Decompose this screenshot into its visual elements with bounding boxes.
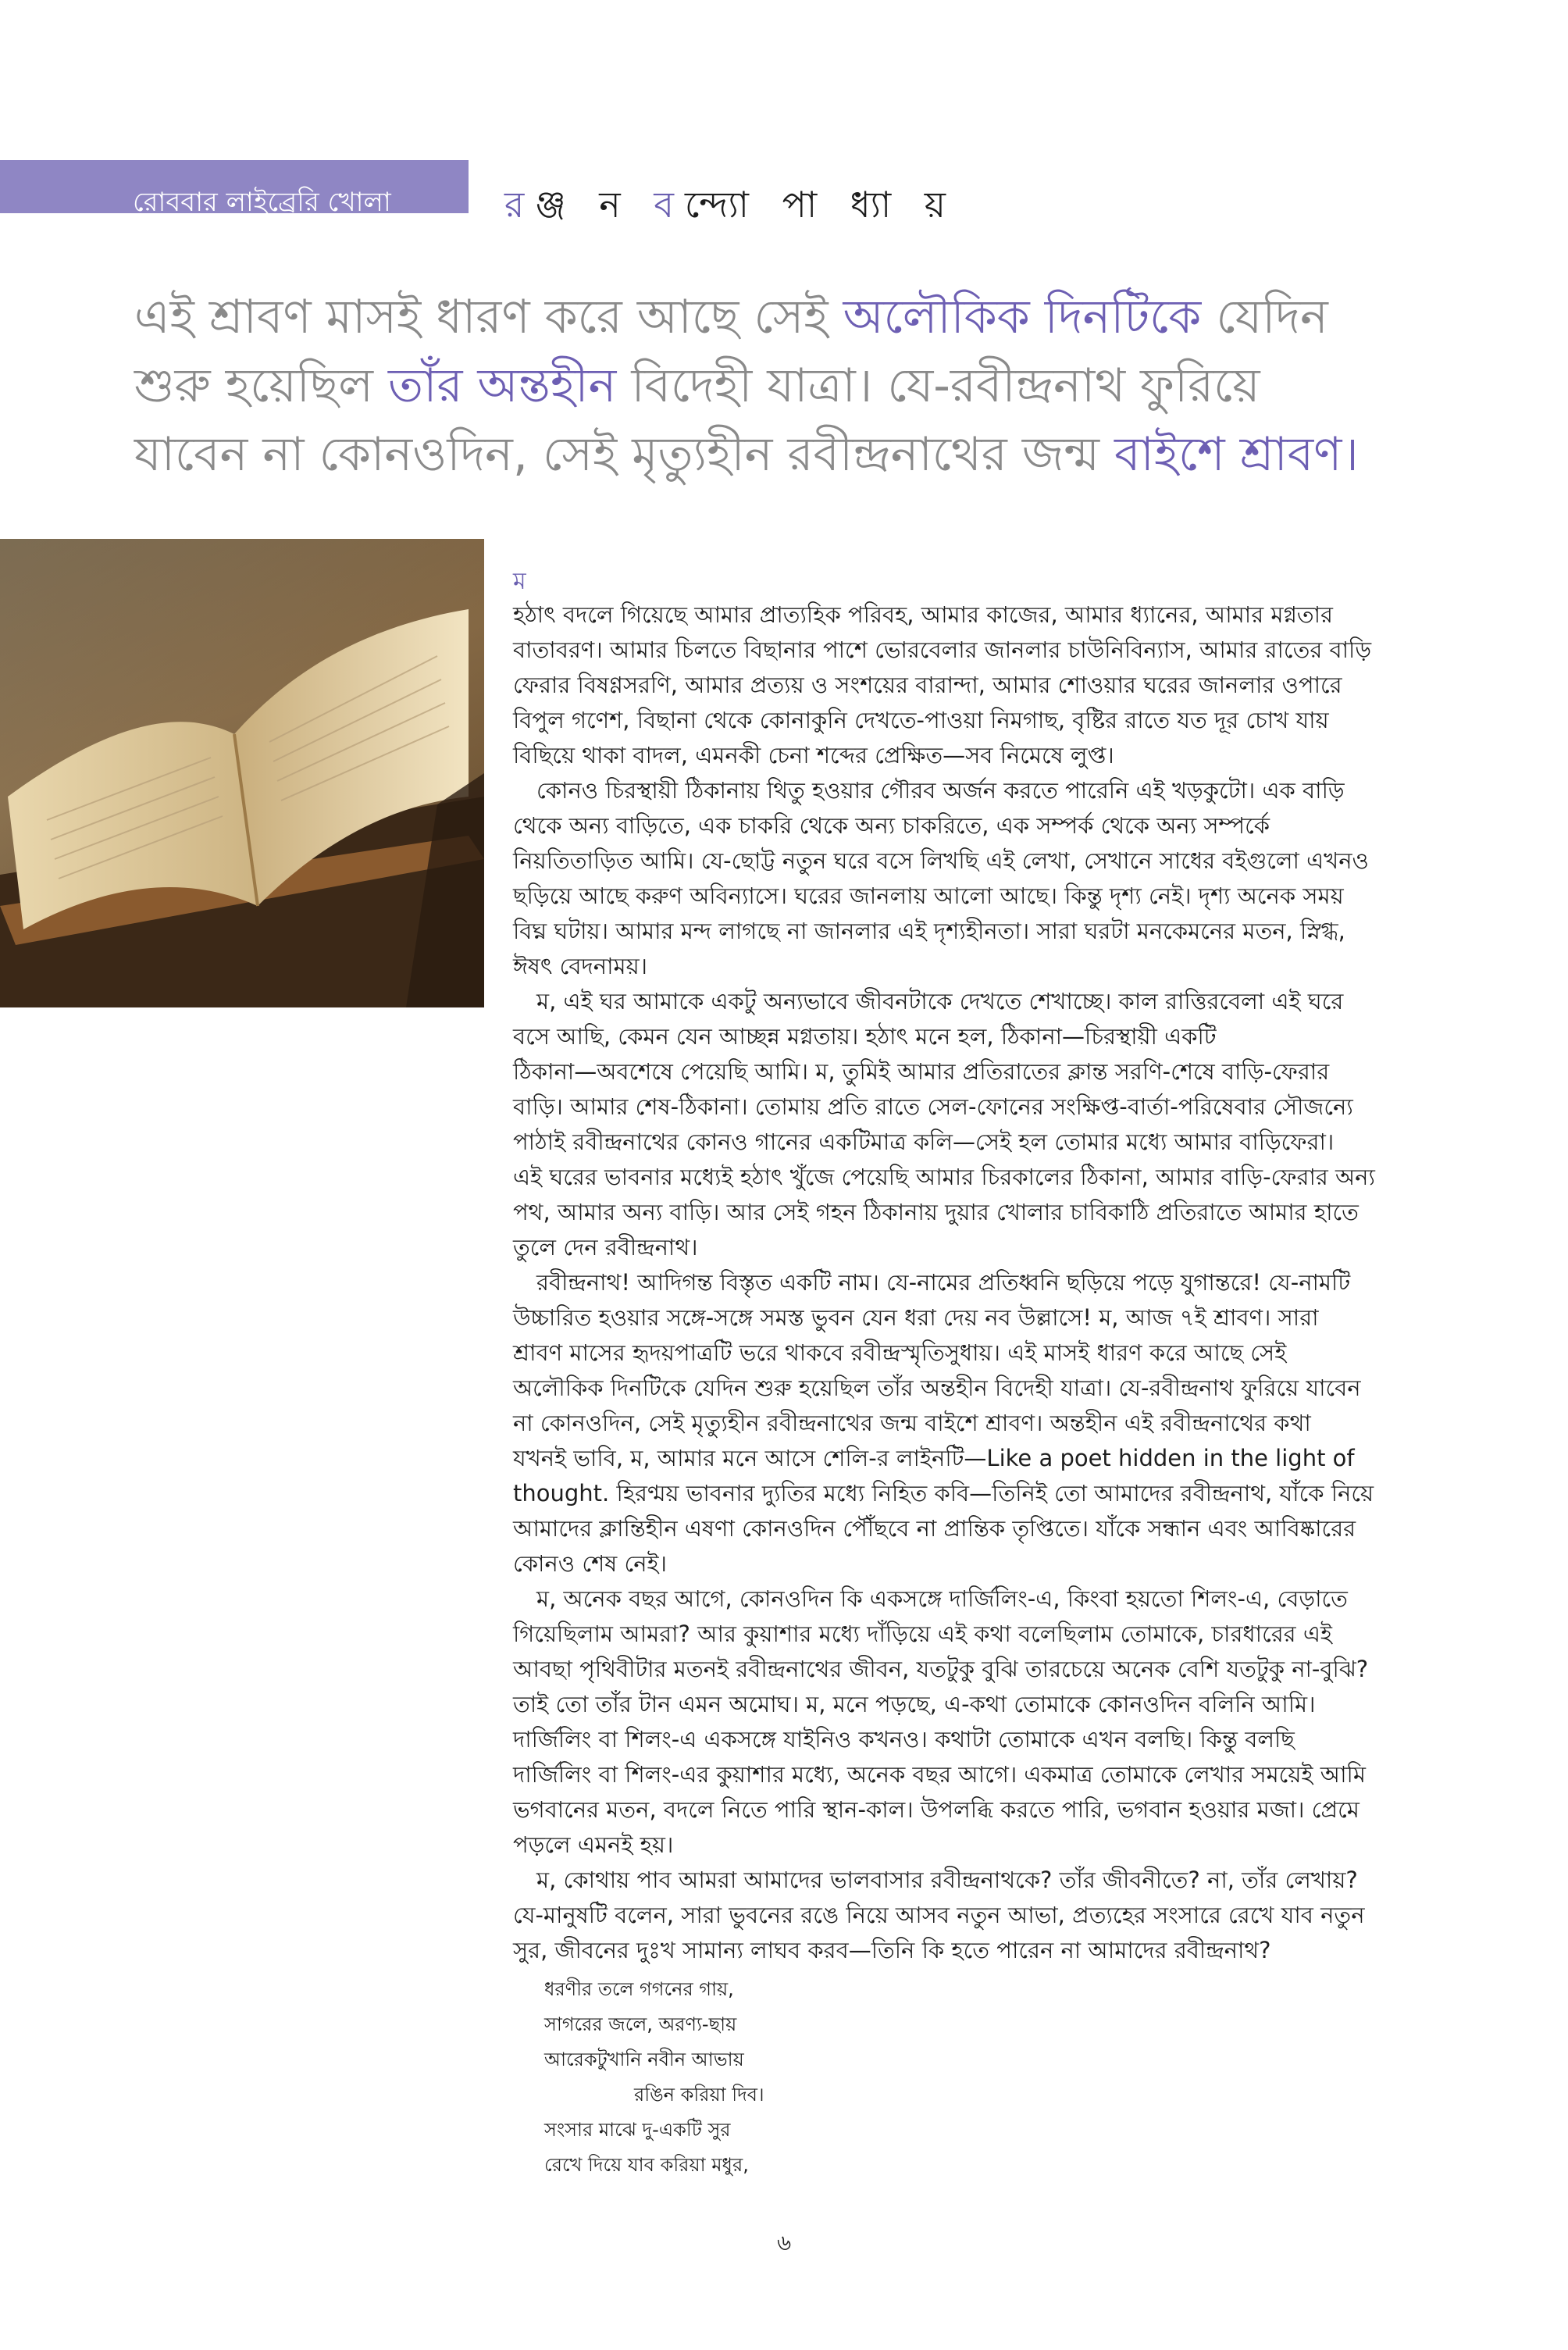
author-first-rest: ঞ্জ ন xyxy=(535,184,632,226)
body-line: বাড়ি। আমার শেষ-ঠিকানা। তোমায় প্রতি রাতে সেল-ফোনের সংক্ষিপ্ত-বার্তা-পরিষেবার সৌজন্যে xyxy=(513,1093,1353,1120)
body-line: ঠিকানা—অবশেষে পেয়েছি আমি। ম, তুমিই আমার প্রতিরাতের ক্লান্ত সরণি-শেষে বাড়ি-ফেরার xyxy=(513,1058,1330,1085)
body-line: তাই তো তাঁর টান এমন অমোঘ। ম, মনে পড়ছে, এ-কথা তোমাকে কোনওদিন বলিনি আমি। xyxy=(513,1691,1316,1717)
body-line: পথ, আমার অন্য বাড়ি। আর সেই গহন ঠিকানায় দুয়ার খোলার চাবিকাঠি প্রতিরাতে আমার হাতে xyxy=(513,1199,1359,1225)
poem-quote xyxy=(544,1972,764,2183)
open-book-image xyxy=(0,539,484,1007)
series-title: রোববার লাইব্রেরি খোলা xyxy=(133,187,391,218)
body-line: গিয়েছিলাম আমরা? আর কুয়াশার মধ্যে দাঁড়িয়ে এই কথা বলেছিলাম তোমাকে, চারধারের এই xyxy=(513,1621,1332,1647)
body-line: ঈষৎ বেদনাময়। xyxy=(513,953,648,979)
poem-line: ধরণীর তলে গগনের গায়, xyxy=(544,1978,734,2000)
lead-text: শুরু হয়েছিল xyxy=(134,358,373,413)
body-line: অলৌকিক দিনটিকে যেদিন শুরু হয়েছিল তাঁর অন্তহীন বিদেহী যাত্রা। যে-রবীন্দ্রনাথ ফুরিয়ে যাবেন xyxy=(513,1375,1361,1401)
body-line: বসে আছি, কেমন যেন আচ্ছন্ন মগ্নতায়। হঠাৎ মনে হল, ঠিকানা—চিরস্থায়ী একটি xyxy=(513,1023,1217,1050)
body-line: যে-মানুষটি বলেন, সারা ভুবনের রঙে নিয়ে আসব নতুন আভা, প্রত্যহের সংসারে রেখে যাব নতুন xyxy=(513,1902,1365,1928)
poem-line: আরেকটুখানি নবীন আভায় xyxy=(544,2049,744,2070)
body-line: শ্রাবণ মাসের হৃদয়পাত্রটি ভরে থাকবে রবীন্দ্রস্মৃতিসুধায়। এই মাসই ধারণ করে আছে সেই xyxy=(513,1339,1287,1366)
author-last-initial: ব xyxy=(654,184,685,226)
body-line: ফেরার বিষণ্ণসরণি, আমার প্রত্যয় ও সংশয়ের বারান্দা, আমার শোওয়ার ঘরের জানলার ওপারে xyxy=(513,672,1342,698)
lead-highlight: তাঁর অন্তহীন xyxy=(388,358,617,413)
body-line: বিছিয়ে থাকা বাদল, এমনকী চেনা শব্দের প্রেক্ষিত—সব নিমেষে লুপ্ত। xyxy=(513,742,1114,768)
body-line: না কোনওদিন, সেই মৃত্যুহীন রবীন্দ্রনাথের জন্ম বাইশে শ্রাবণ। অন্তহীন এই রবীন্দ্রনাথের কথা xyxy=(513,1410,1311,1436)
body-line: এই ঘরের ভাবনার মধ্যেই হঠাৎ খুঁজে পেয়েছি আমার চিরকালের ঠিকানা, আমার বাড়ি-ফেরার অন্য xyxy=(513,1164,1375,1190)
body-line: কোনও চিরস্থায়ী ঠিকানায় থিতু হওয়ার গৌরব অর্জন করতে পারেনি এই খড়কুটো। এক বাড়ি xyxy=(536,777,1345,804)
body-line: ছড়িয়ে আছে করুণ অবিন্যাসে। ঘরের জানলায় আলো আছে। কিন্তু দৃশ্য নেই। দৃশ্য অনেক সময় xyxy=(513,883,1344,909)
body-line: দার্জিলিং বা শিলং-এর কুয়াশার মধ্যে, অনেক বছর আগে। একমাত্র তোমাকে লেখার সময়েই আমি xyxy=(513,1761,1366,1788)
body-line: বিঘ্ন ঘটায়। আমার মন্দ লাগছে না জানলার এই দৃশ্যহীনতা। সারা ঘরটা মনকেমনের মতন, স্নিগ্ধ, xyxy=(513,918,1345,944)
author-name xyxy=(504,178,957,237)
lead-text: বিদেহী যাত্রা। যে-রবীন্দ্রনাথ ফুরিয়ে xyxy=(631,358,1260,413)
body-line: আবছা পৃথিবীটার মতনই রবীন্দ্রনাথের জীবন, যতটুকু বুঝি তারচেয়ে অনেক বেশি যতটুকু না-বুঝি? xyxy=(513,1656,1369,1682)
body-line: পড়লে এমনই হয়। xyxy=(513,1831,674,1858)
poem-line: রেখে দিয়ে যাব করিয়া মধুর, xyxy=(544,2154,749,2176)
poem-line: সাগরের জলে, অরণ্য-ছায় xyxy=(544,2013,737,2035)
open-book-illustration xyxy=(0,539,484,1007)
article-body xyxy=(513,566,1438,1968)
lead-line xyxy=(134,283,1509,351)
body-line: ভগবানের মতন, বদলে নিতে পারি স্থান-কাল। উপলব্ধি করতে পারি, ভগবান হওয়ার মজা। প্রেমে xyxy=(513,1796,1360,1823)
lead-highlight: অলৌকিক দিনটিকে xyxy=(843,290,1202,344)
body-line: দার্জিলিং বা শিলং-এ একসঙ্গে যাইনিও কখনও। কথাটা তোমাকে এখন বলছি। কিন্তু বলছি xyxy=(513,1726,1295,1753)
lead-paragraph xyxy=(134,283,1509,489)
page-number: ৬ xyxy=(777,2230,792,2256)
body-line: কোনও শেষ নেই। xyxy=(513,1550,667,1577)
body-line: রবীন্দ্রনাথ! আদিগন্ত বিস্তৃত একটি নাম। যে-নামের প্রতিধ্বনি ছড়িয়ে পড়ে যুগান্তরে! যে-নামটি xyxy=(536,1269,1351,1296)
series-banner xyxy=(0,160,469,218)
body-line: ম, কোথায় পাব আমরা আমাদের ভালবাসার রবীন্দ্রনাথকে? তাঁর জীবনীতে? না, তাঁর লেখায়? xyxy=(536,1867,1358,1893)
body-line: তুলে দেন রবীন্দ্রনাথ। xyxy=(513,1234,698,1261)
lead-text: যেদিন xyxy=(1216,290,1328,344)
author-last-rest: ন্দ্যো পা ধ্যা য় xyxy=(684,184,957,226)
body-line: পাঠাই রবীন্দ্রনাথের কোনও গানের একটিমাত্র কলি—সেই হল তোমার মধ্যে আমার বাড়িফেরা। xyxy=(513,1129,1335,1155)
lead-text: যাবেন না কোনওদিন, সেই মৃত্যুহীন রবীন্দ্রনাথের জন্ম xyxy=(134,427,1099,482)
body-line: বিপুল গণেশ, বিছানা থেকে কোনাকুনি দেখতে-পাওয়া নিমগাছ, বৃষ্টির রাতে যত দূর চোখ যায় xyxy=(513,707,1329,733)
body-line: হঠাৎ বদলে গিয়েছে আমার প্রাত্যহিক পরিবহ, আমার কাজের, আমার ধ্যানের, আমার মগ্নতার xyxy=(513,601,1334,628)
body-line: যখনই ভাবি, ম, আমার মনে আসে শেলি-র লাইনটি—Like a poet hidden in the light of xyxy=(513,1445,1355,1471)
lead-line xyxy=(134,351,1509,420)
body-line: thought. হিরণ্ময় ভাবনার দ্যুতির মধ্যে নিহিত কবি—তিনিই তো আমাদের রবীন্দ্রনাথ, যাঁকে নিয়ে xyxy=(513,1480,1374,1507)
lead-line xyxy=(134,420,1509,489)
body-line: থেকে অন্য বাড়িতে, এক চাকরি থেকে অন্য চাকরিতে, এক সম্পর্ক থেকে অন্য সম্পর্কে xyxy=(513,812,1270,839)
body-line: সুর, জীবনের দুঃখ সামান্য লাঘব করব—তিনি কি হতে পারেন না আমাদের রবীন্দ্রনাথ? xyxy=(513,1937,1271,1963)
lead-highlight: বাইশে শ্রাবণ। xyxy=(1114,427,1359,482)
body-line: উচ্চারিত হওয়ার সঙ্গে-সঙ্গে সমস্ত ভুবন যেন ধরা দেয় নব উল্লাসে! ম, আজ ৭ই শ্রাবণ। সারা xyxy=(513,1304,1319,1331)
poem-line: রঙিন করিয়া দিব। xyxy=(634,2084,764,2106)
body-line: ম, অনেক বছর আগে, কোনওদিন কি একসঙ্গে দার্জিলিং-এ, কিংবা হয়তো শিলং-এ, বেড়াতে xyxy=(536,1585,1348,1612)
lead-text: এই শ্রাবণ মাসই ধারণ করে আছে সেই xyxy=(134,290,829,344)
body-line: আমাদের ক্লান্তিহীন এষণা কোনওদিন পৌঁছবে না প্রান্তিক তৃপ্তিতে। যাঁকে সন্ধান এবং আবিষ্কারের xyxy=(513,1515,1356,1542)
poem-line: সংসার মাঝে দু-একটি সুর xyxy=(544,2119,731,2141)
body-line: নিয়তিতাড়িত আমি। যে-ছোট্ট নতুন ঘরে বসে লিখছি এই লেখা, সেখানে সাধের বইগুলো এখনও xyxy=(513,847,1369,874)
author-first-initial: র xyxy=(504,184,536,226)
drop-initial: ম xyxy=(513,568,526,595)
body-line: ম, এই ঘর আমাকে একটু অন্যভাবে জীবনটাকে দেখতে শেখাচ্ছে। কাল রাত্তিরবেলা এই ঘরে xyxy=(536,988,1344,1015)
body-line: বাতাবরণ। আমার চিলতে বিছানার পাশে ভোরবেলার জানলার চাউনিবিন্যাস, আমার রাতের বাড়ি xyxy=(513,637,1372,663)
